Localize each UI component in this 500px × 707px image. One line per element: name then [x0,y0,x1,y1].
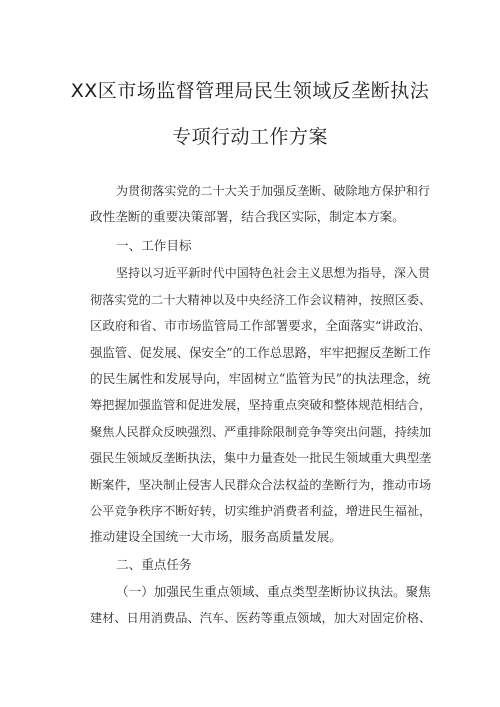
paragraph-line: 的民生属性和发展导向，牢固树立“监管为民”的执法理念，统 [90,371,431,386]
paragraph-line: 断案件，坚决制止侵害人民群众合法权益的垄断行为，推动市场 [90,478,432,492]
section-heading: 二、重点任务 [116,557,192,572]
paragraph-line: （一）加强民生重点领域、重点类型垄断协议执法。聚焦 [116,584,431,599]
paragraph-line: 公平竞争秩序不断好转，切实维护消费者利益，增进民生福祉， [90,504,432,518]
document-title-line-1: XX区市场监督管理局民生领域反垄断执法 [70,80,430,102]
paragraph-line: 筹把握加强监管和促进发展，坚持重点突破和整体规范相结合， [90,398,432,412]
section-heading: 一、工作目标 [116,238,192,253]
paragraph-line: 坚持以习近平新时代中国特色社会主义思想为指导，深入贯 [116,266,430,280]
paragraph-line: 彻落实党的二十大精神以及中央经济工作会议精神，按照区委、 [90,293,432,307]
paragraph-line: 为贯彻落实党的二十大关于加强反垄断、破除地方保护和行 [116,184,430,198]
paragraph-line: 推动建设全国统一大市场，服务高质量发展。 [90,529,342,544]
paragraph-line: 聚焦人民群众反映强烈、严重排除限制竞争等突出问题，持续加 [90,425,432,439]
paragraph-line: 强监管、促发展、保安全”的工作总思路，牢牢把握反垄断工作 [90,345,431,360]
paragraph-line: 建材、日用消费品、汽车、医药等重点领域，加大对固定价格、 [90,611,432,625]
paragraph-line: 强民生领域反垄断执法，集中力量查处一批民生领域重大典型垄 [90,451,432,465]
paragraph-line: 政性垄断的重要决策部署，结合我区实际，制定本方案。 [90,209,405,224]
paragraph-line: 区政府和省、市市场监管局工作部署要求，全面落实“讲政治、 [90,318,431,333]
document-title-line-2: 专项行动工作方案 [171,126,328,148]
